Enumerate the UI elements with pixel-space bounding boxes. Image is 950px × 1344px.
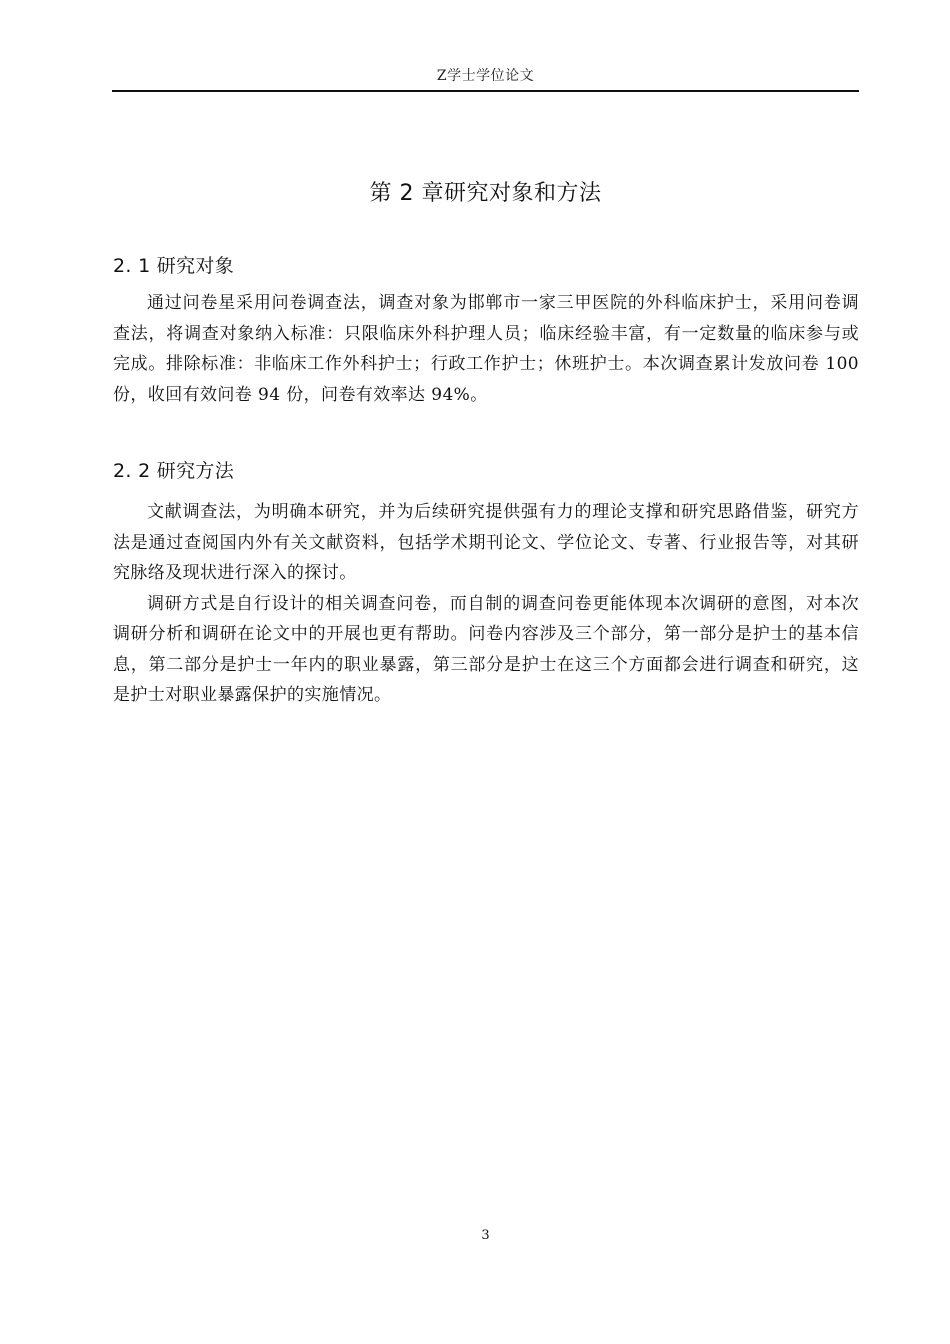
section-body-research-subjects: [113, 288, 859, 410]
section-heading-research-subjects: 2. 1 研究对象: [113, 255, 234, 277]
section-heading-research-methods: 2. 2 研究方法: [113, 460, 234, 482]
chapter-title: 第 2 章研究对象和方法: [369, 181, 602, 206]
paragraph: 通过问卷星采用问卷调查法，调查对象为邯郸市一家三甲医院的外科临床护士，采用问卷调查法，将调查对象纳入标准：只限临床外科护理人员；临床经验丰富，有一定数量的临床参与或完成。排除标准：非临床工作外科护士；行政工作护士；休班护士。本次调查累计发放问卷 100 份，收回有效问卷 94 份，问卷有效率达 94%。: [113, 293, 859, 405]
paragraph: 调研方式是自行设计的相关调查问卷，而自制的调查问卷更能体现本次调研的意图，对本次调研分析和调研在论文中的开展也更有帮助。问卷内容涉及三个部分，第一部分是护士的基本信息，第二部分是护士一年内的职业暴露，第三部分是护士在这三个方面都会进行调查和研究，这是护士对职业暴露保护的实施情况。: [113, 593, 859, 705]
paragraph: 文献调查法，为明确本研究，并为后续研究提供强有力的理论支撑和研究思路借鉴，研究方法是通过查阅国内外有关文献资料，包括学术期刊论文、学位论文、专著、行业报告等，对其研究脉络及现状进行深入的探讨。: [113, 502, 859, 583]
section-body-research-methods: [113, 497, 859, 711]
page-number: 3: [481, 1228, 490, 1243]
running-header: Z学士学位论文: [112, 64, 859, 92]
